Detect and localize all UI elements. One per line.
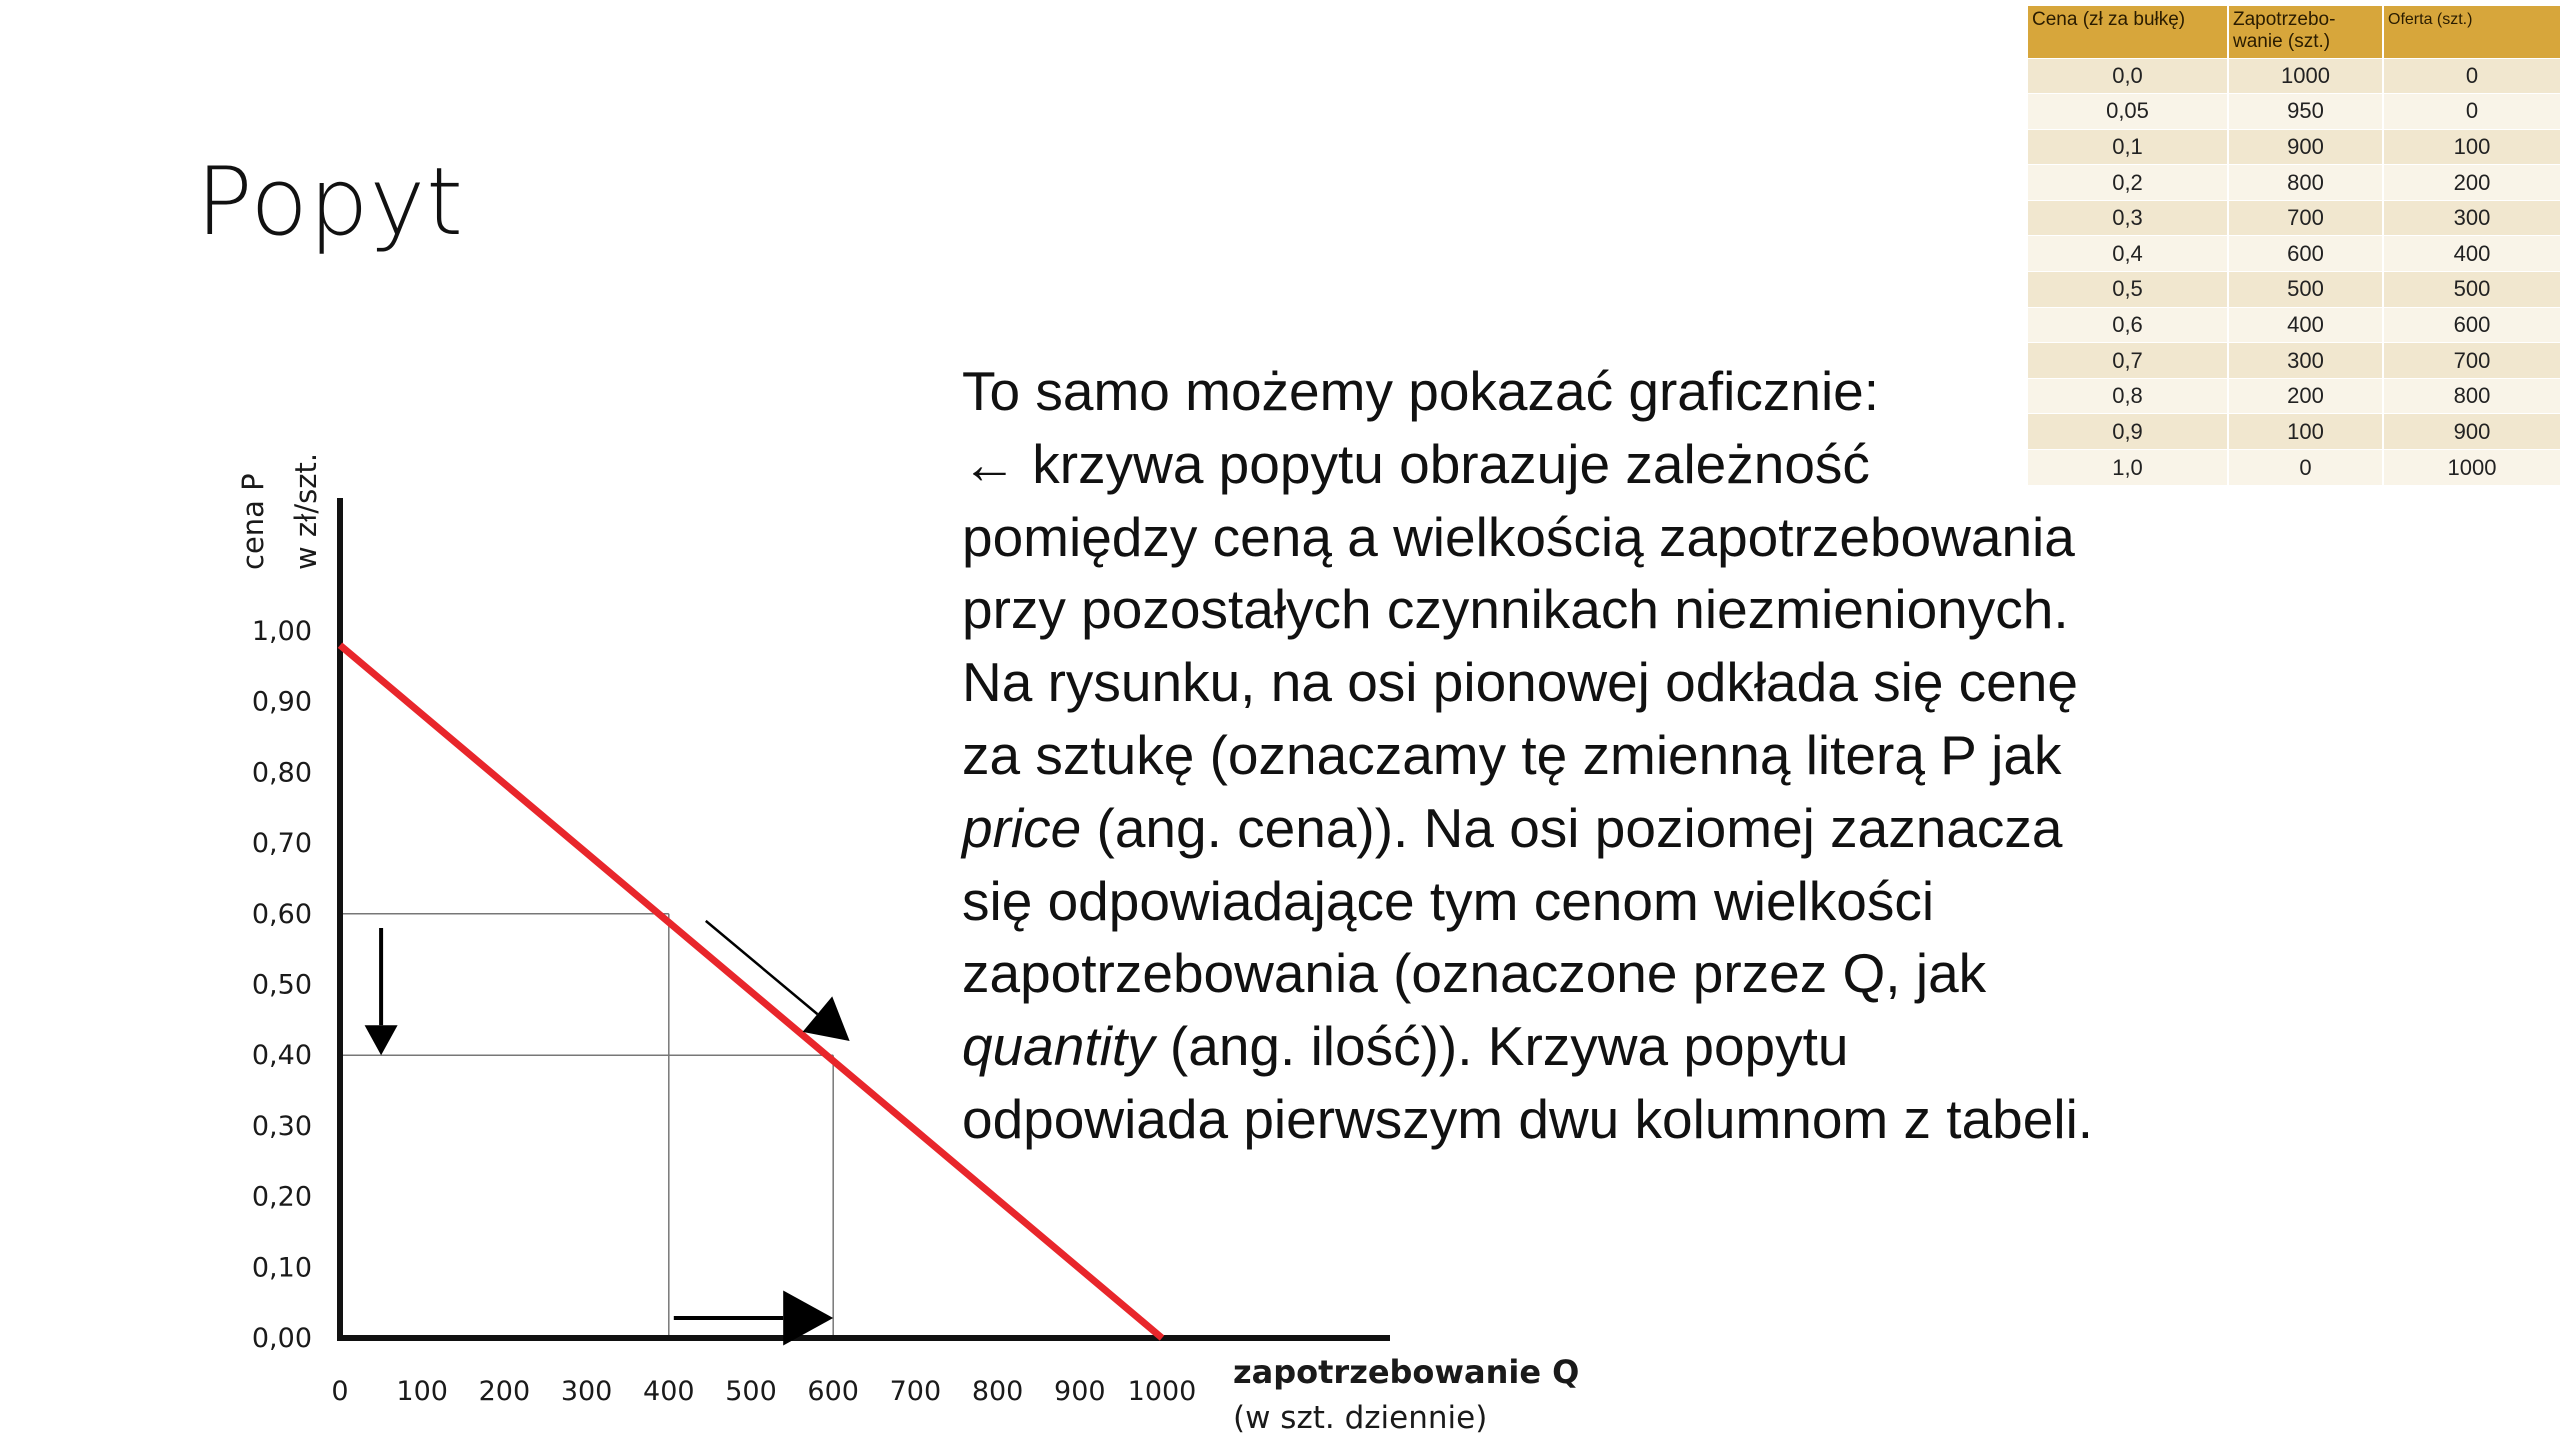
y-axis-title-1: cena P — [236, 473, 270, 570]
table-cell: 200 — [2228, 378, 2383, 414]
table-cell: 500 — [2383, 272, 2560, 308]
x-tick-label: 600 — [807, 1376, 859, 1407]
table-cell: 1,0 — [2028, 450, 2228, 486]
table-cell: 1000 — [2228, 58, 2383, 94]
header-supply: Oferta (szt.) — [2383, 6, 2560, 58]
table-row — [2028, 307, 2560, 343]
text-line: quantity (ang. ilość)). Krzywa popytu — [962, 1015, 1849, 1078]
y-tick-label: 0,90 — [251, 686, 312, 718]
table-cell: 950 — [2228, 94, 2383, 130]
table-cell: 300 — [2228, 343, 2383, 379]
text-line: przy pozostałych czynnikach niezmienionych. — [962, 578, 2069, 641]
table-cell: 0,3 — [2028, 200, 2228, 236]
table-row — [2028, 378, 2560, 414]
table-cell: 0,4 — [2028, 236, 2228, 272]
table-cell: 900 — [2383, 414, 2560, 450]
table-header-row — [2028, 6, 2560, 58]
text-line: ← krzywa popytu obrazuje zależność — [962, 432, 1870, 495]
table-cell: 800 — [2228, 165, 2383, 201]
x-tick-label: 800 — [971, 1376, 1024, 1407]
table-cell: 600 — [2383, 307, 2560, 343]
table-cell: 1000 — [2383, 450, 2560, 486]
text-line: zapotrzebowania (oznaczone przez Q, jak — [962, 942, 1987, 1005]
table-row — [2028, 272, 2560, 308]
table-body — [2028, 58, 2560, 485]
demand-curve-line — [340, 645, 1162, 1338]
x-tick-label: 900 — [1054, 1376, 1106, 1407]
guide-lines — [340, 914, 833, 1338]
table-cell: 300 — [2383, 200, 2560, 236]
text-line: odpowiada pierwszym dwu kolumnom z tabeli. — [962, 1087, 2094, 1150]
table-cell: 0,6 — [2028, 307, 2228, 343]
table-cell: 0,8 — [2028, 378, 2228, 414]
y-tick-label: 0,10 — [251, 1252, 312, 1284]
x-tick-label: 100 — [396, 1376, 448, 1407]
table-cell: 600 — [2228, 236, 2383, 272]
x-tick-label: 700 — [889, 1376, 942, 1407]
table-row — [2028, 94, 2560, 130]
table-cell: 0,9 — [2028, 414, 2228, 450]
y-tick-label: 0,20 — [251, 1181, 312, 1213]
y-tick-label: 0,00 — [251, 1323, 312, 1354]
price-drop-arrow-head — [365, 1025, 398, 1055]
x-tick-label: 500 — [725, 1376, 777, 1407]
table-cell: 0,1 — [2028, 129, 2228, 165]
table-cell: 500 — [2228, 272, 2383, 308]
x-tick-label: 400 — [643, 1376, 695, 1407]
table-cell: 100 — [2383, 129, 2560, 165]
table-row — [2028, 236, 2560, 272]
annotation-arrows — [365, 921, 850, 1346]
x-tick-label: 0 — [331, 1376, 349, 1407]
y-tick-label: 0,60 — [251, 898, 312, 930]
table-row — [2028, 200, 2560, 236]
y-tick-label: 1,00 — [251, 616, 312, 647]
y-tick-label: 0,40 — [251, 1040, 312, 1072]
table-cell: 0 — [2228, 450, 2383, 486]
table-cell: 200 — [2383, 165, 2560, 201]
y-tick-label: 0,80 — [251, 757, 312, 789]
text-line: się odpowiadające tym cenom wielkości — [962, 869, 1935, 932]
slide-title: Popyt — [196, 148, 464, 257]
table-cell: 0,0 — [2028, 58, 2228, 94]
table-cell: 0,5 — [2028, 272, 2228, 308]
table-row — [2028, 414, 2560, 450]
x-tick-label: 300 — [560, 1376, 613, 1407]
table-cell: 700 — [2383, 343, 2560, 379]
y-tick-label: 0,50 — [251, 969, 312, 1001]
table-cell: 0 — [2383, 94, 2560, 130]
table-cell: 0,2 — [2028, 165, 2228, 201]
demand-curve-group — [340, 645, 1162, 1338]
table-cell: 800 — [2383, 378, 2560, 414]
text-line: za sztukę (oznaczamy tę zmienną literą P jak — [962, 723, 2062, 786]
table-cell: 700 — [2228, 200, 2383, 236]
axes — [337, 498, 1390, 1338]
table-row — [2028, 129, 2560, 165]
table-cell: 0,05 — [2028, 94, 2228, 130]
y-axis-title-2: w zł/szt. — [289, 452, 323, 570]
header-demand: Zapotrzebo- wanie (szt.) — [2228, 6, 2383, 58]
table-cell: 0 — [2383, 58, 2560, 94]
movement-along-curve-arrow-head — [803, 996, 850, 1041]
y-tick-labels — [252, 616, 312, 1354]
left-arrow-icon: ← — [962, 432, 1017, 495]
table-cell: 100 — [2228, 414, 2383, 450]
text-line: Na rysunku, na osi pionowej odkłada się cenę — [962, 651, 2078, 714]
x-tick-label: 1000 — [1127, 1376, 1197, 1407]
table-cell: 0,7 — [2028, 343, 2228, 379]
table-row — [2028, 58, 2560, 94]
text-line: price (ang. cena)). Na osi poziomej zaznacza — [962, 796, 2063, 859]
x-axis-title-1: zapotrzebowanie Q — [1233, 1353, 1580, 1391]
table-cell: 900 — [2228, 129, 2383, 165]
demand-supply-table — [2028, 6, 2560, 485]
header-price: Cena (zł za bułkę) — [2028, 6, 2228, 58]
y-tick-label: 0,70 — [251, 828, 312, 860]
table-cell: 400 — [2383, 236, 2560, 272]
table-row — [2028, 165, 2560, 201]
table-row — [2028, 343, 2560, 379]
x-tick-labels — [331, 1376, 1196, 1407]
x-axis-title-2: (w szt. dziennie) — [1233, 1400, 1488, 1436]
table-row — [2028, 450, 2560, 486]
text-line: To samo możemy pokazać graficznie: — [962, 360, 1880, 422]
text-line: pomiędzy ceną a wielkością zapotrzebowania — [962, 505, 2075, 568]
y-tick-label: 0,30 — [251, 1110, 312, 1142]
table-cell: 400 — [2228, 307, 2383, 343]
x-tick-label: 200 — [478, 1376, 531, 1407]
